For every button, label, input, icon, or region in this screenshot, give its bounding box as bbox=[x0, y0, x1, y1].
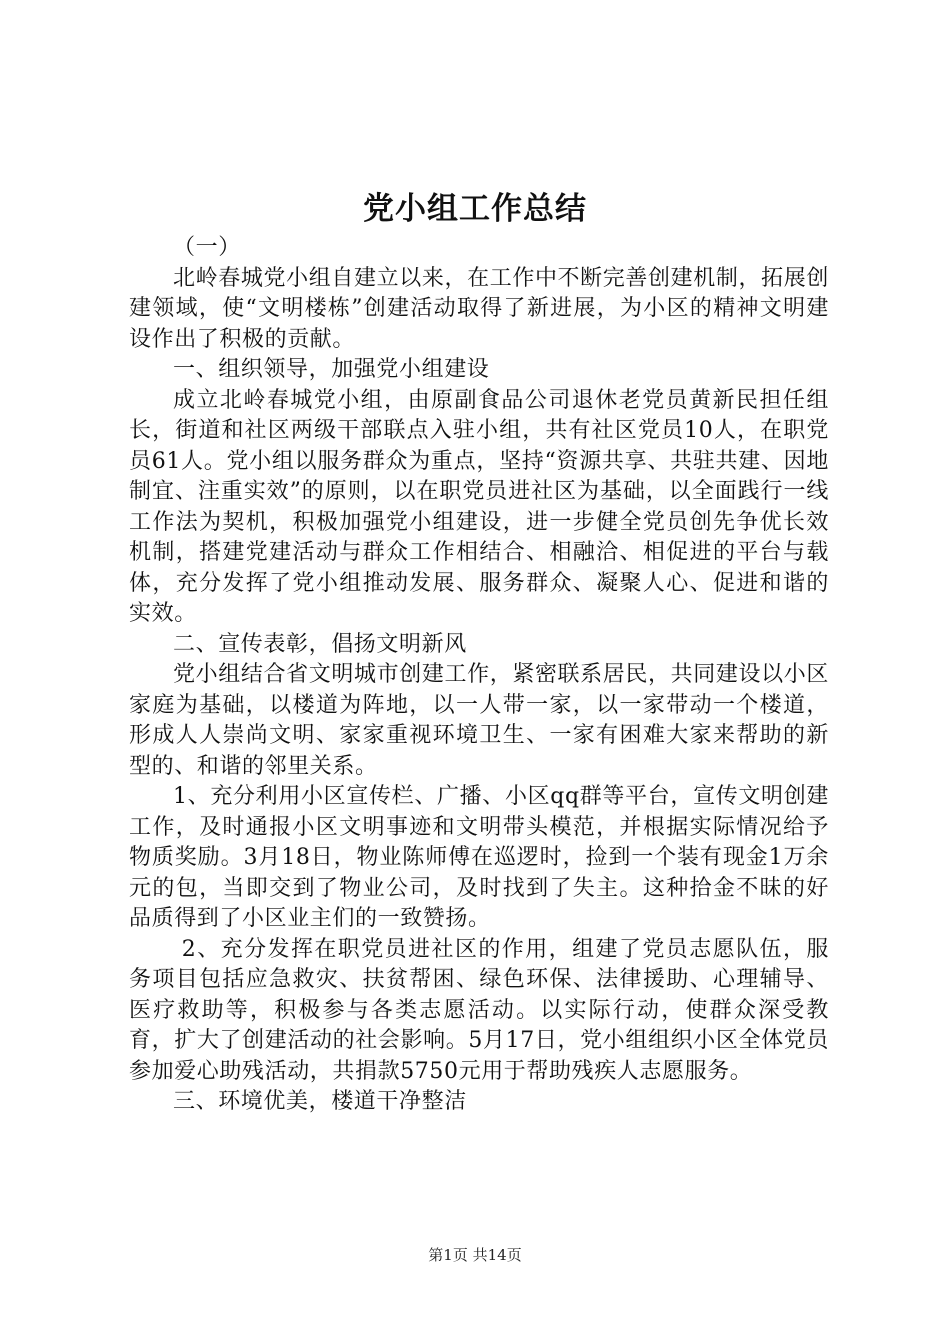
paragraph-publicity: 党小组结合省文明城市创建工作，紧密联系居民，共同建设以小区家庭为基础，以楼道为阵地，以一人带一家，以一家带动一个楼道，形成人人崇尚文明、家家重视环境卫生、一家有困难大家来帮助的新型的、和谐的邻里关系。 bbox=[129, 662, 829, 779]
heading-section-3: 三、环境优美，楼道干净整洁 bbox=[173, 1089, 467, 1114]
paragraph-section-number: （一） bbox=[173, 235, 241, 260]
heading-section-2: 二、宣传表彰，倡扬文明新风 bbox=[173, 631, 467, 657]
document-body bbox=[129, 233, 829, 1118]
heading-section-1: 一、组织领导，加强党小组建设 bbox=[173, 357, 490, 382]
paragraph-intro: 北岭春城党小组自建立以来，在工作中不断完善创建机制，拓展创建领域，使“文明楼栋”创建活动取得了新进展，为小区的精神文明建设作出了积极的贡献。 bbox=[129, 265, 829, 352]
paragraph-item-2: 2、充分发挥在职党员进社区的作用，组建了党员志愿队伍，服务项目包括应急救灾、扶贫帮困、绿色环保、法律援助、心理辅导、医疗救助等，积极参与各类志愿活动。以实际行动，使群众深受教育，扩大了创建活动的社会影响。5月17日，党小组组织小区全体党员参加爱心助残活动，共捐款5750元用于帮助残疾人志愿服务。 bbox=[129, 936, 829, 1084]
paragraph-item-1: 1、充分利用小区宣传栏、广播、小区qq群等平台，宣传文明创建工作，及时通报小区文明事迹和文明带头模范，并根据实际情况给予物质奖励。3月18日，物业陈师傅在巡逻时，捡到一个装有现金1万余元的包，当即交到了物业公司，及时找到了失主。这种拾金不昧的好品质得到了小区业主们的一致赞扬。 bbox=[129, 784, 829, 931]
document-title: 党小组工作总结 bbox=[363, 191, 587, 227]
paragraph-organization: 成立北岭春城党小组，由原副食品公司退休老党员黄新民担任组长，街道和社区两级干部联点入驻小组，共有社区党员10人，在职党员61人。党小组以服务群众为重点，坚持“资源共享、共驻共建、因地制宜、注重实效”的原则，以在职党员进社区为基础，以全面践行一线工作法为契机，积极加强党小组建设，进一步健全党员创先争优长效机制，搭建党建活动与群众工作相结合、相融洽、相促进的平台与载体，充分发挥了党小组推动发展、服务群众、凝聚人心、促进和谐的实效。 bbox=[129, 387, 829, 626]
page-footer: 第1页 共14页 bbox=[428, 1246, 522, 1264]
